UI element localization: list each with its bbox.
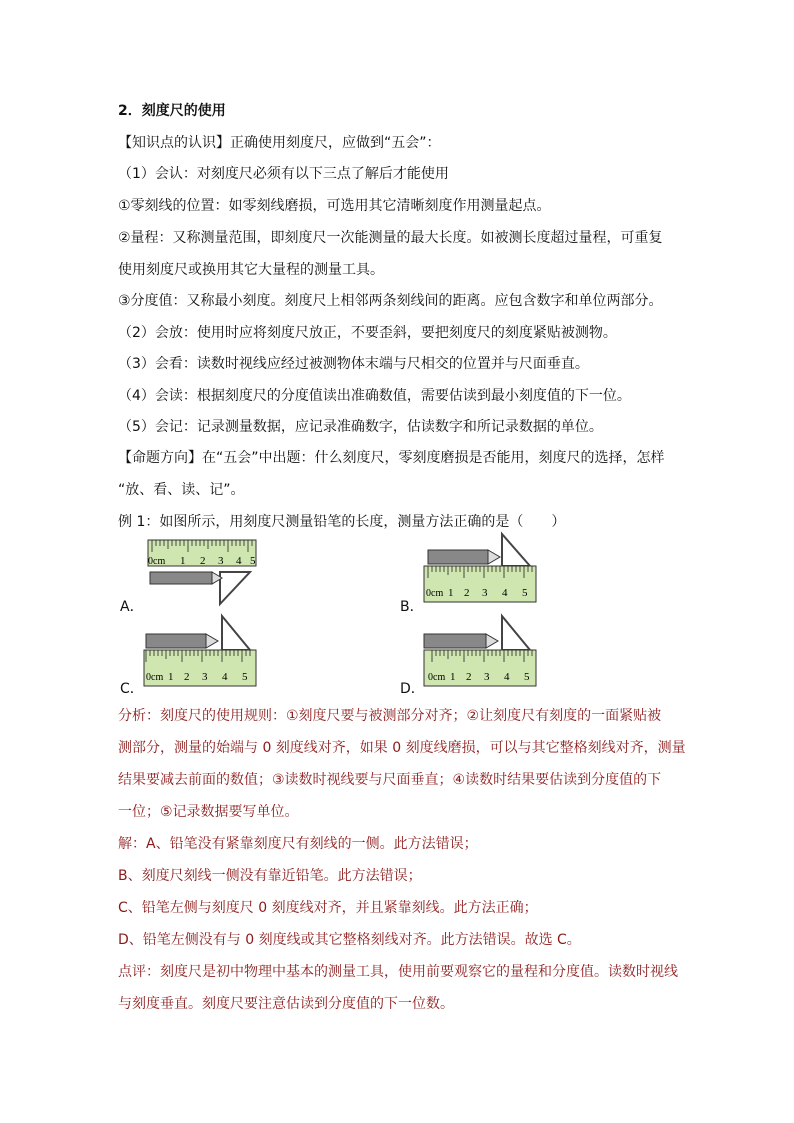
option-c-label: C． [120,681,144,697]
ruler-unit-label: 0cm [148,556,166,567]
svg-text:3: 3 [482,587,488,599]
option-b-label: B． [400,599,424,615]
svg-text:1: 1 [448,587,454,599]
svg-text:1: 1 [180,555,186,567]
svg-text:4: 4 [502,587,508,599]
analysis-line3: 结果要减去前面的数值；③读数时视线要与尺面垂直；④读数时结果要估读到分度值的下 [118,772,662,788]
figure-a [142,538,262,610]
svg-text:1: 1 [450,671,456,683]
svg-text:2: 2 [200,555,206,567]
svg-text:5: 5 [522,587,528,599]
point-1a: ①零刻线的位置：如零刻线磨损，可选用其它清晰刻度作用测量起点。 [118,198,551,214]
direction-line1: 【命题方向】在“五会”中出题：什么刻度尺，零刻度磨损是否能用，刻度尺的选择，怎样 [118,450,665,466]
option-a-label: A． [120,599,144,615]
comment-line2: 与刻度垂直。刻度尺要注意估读到分度值的下一位数。 [118,996,454,1012]
example-question: 例 1：如图所示，用刻度尺测量铅笔的长度，测量方法正确的是（ ） [118,514,566,530]
svg-text:4: 4 [222,671,228,683]
analysis-line2: 测部分，测量的始端与 0 刻度线对齐，如果 0 刻度线磨损，可以与其它整格刻线对齐，测量 [118,740,686,756]
point-2: （2）会放：使用时应将刻度尺放正，不要歪斜，要把刻度尺的刻度紧贴被测物。 [118,325,617,341]
analysis-line4: 一位；⑤记录数据要写单位。 [118,804,299,820]
svg-text:0cm: 0cm [426,588,444,599]
svg-text:3: 3 [218,555,224,567]
solution-b: B、刻度尺刻线一侧没有靠近铅笔。此方法错误； [118,868,422,884]
svg-text:0cm: 0cm [146,672,164,683]
option-d-label: D． [400,681,425,697]
point-3: （3）会看：读数时视线应经过被测物体末端与尺相交的位置并与尺面垂直。 [118,356,589,372]
svg-text:5: 5 [524,671,530,683]
solution-a: 解：A、铅笔没有紧靠刻度尺有刻线的一侧。此方法错误； [118,836,478,852]
direction-line2: “放、看、读、记”。 [118,482,245,498]
knowledge-intro: 【知识点的认识】正确使用刻度尺，应做到“五会”： [118,135,441,151]
solution-c: C、铅笔左侧与刻度尺 0 刻度线对齐，并且紧靠刻线。此方法正确； [118,900,538,916]
point-1c: ③分度值：又称最小刻度。刻度尺上相邻两条刻线间的距离。应包含数字和单位两部分。 [118,293,663,309]
svg-text:2: 2 [184,671,190,683]
point-4: （4）会读：根据刻度尺的分度值读出准确数值，需要估读到最小刻度值的下一位。 [118,388,631,404]
svg-text:3: 3 [202,671,208,683]
figure-b [422,530,542,610]
point-1b-line1: ②量程：又称测量范围，即刻度尺一次能测量的最大长度。如被测长度超过量程，可重复 [118,230,663,246]
svg-text:5: 5 [250,555,256,567]
point-1b-line2: 使用刻度尺或换用其它大量程的测量工具。 [118,262,384,278]
section-title: 2．刻度尺的使用 [118,103,226,119]
svg-text:3: 3 [484,671,490,683]
figure-d [422,610,542,692]
point-5: （5）会记：记录测量数据，应记录准确数字，估读数字和所记录数据的单位。 [118,419,603,435]
comment-line1: 点评：刻度尺是初中物理中基本的测量工具，使用前要观察它的量程和分度值。读数时视线 [118,964,678,980]
svg-text:4: 4 [236,555,242,567]
analysis-line1: 分析：刻度尺的使用规则：①刻度尺要与被测部分对齐；②让刻度尺有刻度的一面紧贴被 [118,708,662,724]
point-1: （1）会认：对刻度尺必须有以下三点了解后才能使用 [118,166,449,182]
svg-text:5: 5 [242,671,248,683]
svg-text:2: 2 [464,587,470,599]
figure-c [142,610,262,692]
svg-text:1: 1 [168,671,174,683]
svg-text:4: 4 [504,671,510,683]
svg-text:2: 2 [466,671,472,683]
solution-d: D、铅笔左侧没有与 0 刻度线或其它整格刻线对齐。此方法错误。故选 C。 [118,932,581,948]
svg-text:0cm: 0cm [428,672,446,683]
